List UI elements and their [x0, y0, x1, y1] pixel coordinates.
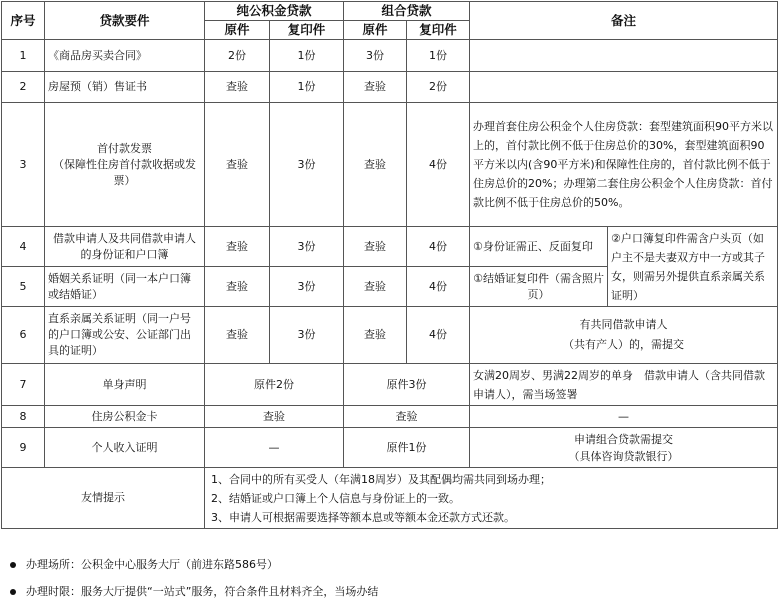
row-item: 《商品房买卖合同》: [45, 40, 205, 72]
row-pure-original: 查验: [205, 307, 270, 364]
remark-line: （具体咨询贷款银行）: [568, 449, 679, 463]
row-pure-merged: 原件2份: [205, 364, 344, 406]
row-pure-copy: 3份: [270, 103, 344, 227]
row-combo-copy: 4份: [407, 307, 470, 364]
footer-location: 办理场所：公积金中心服务大厅（前进东路586号）: [26, 558, 278, 571]
row-pure-copy: 3份: [270, 227, 344, 267]
row-item: 房屋预（销）售证书: [45, 72, 205, 103]
footer-hours-row: [10, 584, 770, 600]
row-combo-original: 查验: [344, 307, 407, 364]
row-combo-copy: 4份: [407, 103, 470, 227]
header-combo-loan: 组合贷款: [344, 2, 470, 21]
table-row: [2, 103, 778, 227]
row-item: 个人收入证明: [45, 428, 205, 468]
row-seq: 1: [2, 40, 45, 72]
remark-line: （共有产人）的，需提交: [563, 338, 685, 351]
bullet-icon: [10, 589, 16, 595]
loan-requirements-table: [1, 1, 778, 529]
row-seq: 4: [2, 227, 45, 267]
row-pure-merged: 查验: [205, 406, 344, 428]
row-pure-original: 查验: [205, 227, 270, 267]
row-pure-original: 查验: [205, 72, 270, 103]
bullet-icon: [10, 562, 16, 568]
tip-item: 2、结婚证或户口簿上个人信息与身份证上的一致。: [211, 491, 460, 505]
row-item: 单身声明: [45, 364, 205, 406]
tips-label: 友情提示: [2, 468, 205, 529]
row-combo-original: 3份: [344, 40, 407, 72]
row-remark-household: ②户口簿复印件需含户头页（如户主不是夫妻双方中一方或其子女，则需另外提供直系亲属关系证明）: [608, 227, 778, 307]
row-pure-copy: 1份: [270, 40, 344, 72]
row-item: 借款申请人及共同借款申请人的身份证和户口簿: [45, 227, 205, 267]
header-seq: 序号: [2, 2, 45, 40]
row-combo-original: 查验: [344, 103, 407, 227]
row-pure-original: 2份: [205, 40, 270, 72]
row-pure-original: 查验: [205, 103, 270, 227]
row-combo-copy: 4份: [407, 227, 470, 267]
table-row: [2, 406, 778, 428]
row-pure-merged: —: [205, 428, 344, 468]
row-seq: 9: [2, 428, 45, 468]
row-item: 住房公积金卡: [45, 406, 205, 428]
header-combo-original: 原件: [344, 21, 407, 40]
row-combo-copy: 2份: [407, 72, 470, 103]
table-row: [2, 40, 778, 72]
header-pure-loan: 纯公积金贷款: [205, 2, 344, 21]
row-combo-merged: 查验: [344, 406, 470, 428]
row-seq: 8: [2, 406, 45, 428]
row-pure-copy: 1份: [270, 72, 344, 103]
row-combo-merged: 原件1份: [344, 428, 470, 468]
table-row: [2, 72, 778, 103]
row-remark: 女满20周岁、男满22周岁的单身 借款申请人（含共同借款申请人），需当场签署: [470, 364, 778, 406]
row-seq: 5: [2, 267, 45, 307]
row-combo-merged: 原件3份: [344, 364, 470, 406]
footer: [10, 557, 770, 611]
row-remark: [470, 307, 778, 364]
row-seq: 6: [2, 307, 45, 364]
table-row: [2, 364, 778, 406]
row-item: 首付款发票 （保障性住房首付款收据或发票）: [45, 103, 205, 227]
table-row: [2, 227, 778, 267]
row-pure-original: 查验: [205, 267, 270, 307]
header-combo-copy: 复印件: [407, 21, 470, 40]
table-row: [2, 428, 778, 468]
row-combo-copy: 4份: [407, 267, 470, 307]
row-remark: —: [470, 406, 778, 428]
row-remark: [470, 428, 778, 468]
row-combo-original: 查验: [344, 267, 407, 307]
row-combo-copy: 1份: [407, 40, 470, 72]
header-pure-original: 原件: [205, 21, 270, 40]
row-item: 婚姻关系证明（同一本户口簿或结婚证）: [45, 267, 205, 307]
row-seq: 2: [2, 72, 45, 103]
table-row: [2, 307, 778, 364]
remark-line: 申请组合贷款需提交: [574, 432, 674, 446]
row-remark: [470, 40, 778, 72]
row-combo-original: 查验: [344, 227, 407, 267]
row-pure-copy: 3份: [270, 267, 344, 307]
row-combo-original: 查验: [344, 72, 407, 103]
tips-row: [2, 468, 778, 529]
remark-line: 有共同借款申请人: [579, 318, 668, 331]
row-pure-copy: 3份: [270, 307, 344, 364]
row-seq: 3: [2, 103, 45, 227]
row-remark: 办理首套住房公积金个人住房贷款：套型建筑面积90平方米以上的，首付款比例不低于住房总价的30%，套型建筑面积90平方米以内(含90平方米)和保障性住房的，首付款比例不低于住房总价的20%；办理第二套住房公积金个人住房贷款：首付款比例不低于住房总价的50%。: [470, 103, 778, 227]
header-row-1: [2, 2, 778, 21]
row-seq: 7: [2, 364, 45, 406]
header-item: 贷款要件: [45, 2, 205, 40]
tips-list: [205, 468, 778, 529]
footer-hours: 办理时限：服务大厅提供“一站式”服务，符合条件且材料齐全，当场办结: [26, 585, 379, 598]
footer-location-row: [10, 557, 770, 573]
row-item: 直系亲属关系证明（同一户号的户口簿或公安、公证部门出具的证明）: [45, 307, 205, 364]
row-remark: [470, 72, 778, 103]
row-remark-id-card: ①身份证需正、反面复印: [470, 227, 608, 267]
tip-item: 1、合同中的所有买受人（年满18周岁）及其配偶均需共同到场办理；: [211, 472, 551, 486]
header-remarks: 备注: [470, 2, 778, 40]
row-remark-marriage: ①结婚证复印件（需含照片页）: [470, 267, 608, 307]
header-pure-copy: 复印件: [270, 21, 344, 40]
tip-item: 3、申请人可根据需要选择等额本息或等额本金还款方式还款。: [211, 510, 515, 524]
